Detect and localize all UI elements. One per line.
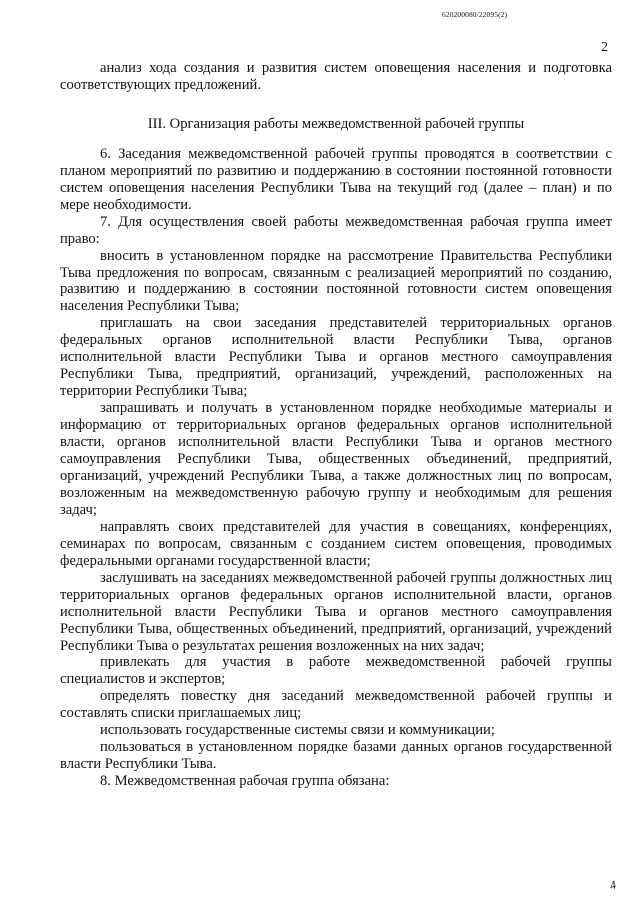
right-item-use-communications: использовать государственные системы связи и коммуникации; bbox=[100, 722, 495, 739]
right-item-involve-experts: привлекать для участия в работе межведомственной рабочей группы специалистов и экспертов; bbox=[60, 654, 612, 688]
document-number: 620200080/22095(2) bbox=[442, 10, 508, 19]
right-item-send-representatives: направлять своих представителей для участия в совещаниях, конференциях, семинарах по вопросам, связанным с созданием систем оповещения, проводимых федеральными органами государственной власти; bbox=[60, 518, 612, 569]
paragraph-item-6: 6. Заседания межведомственной рабочей группы проводятся в соответствии с планом мероприятий по развитию и поддержанию в состоянии постоянной готовности систем оповещения населения Республики Тыва на текущий год (далее – план) и по мере необходимости. bbox=[60, 145, 612, 213]
right-item-set-agenda: определять повестку дня заседаний межведомственной рабочей группы и составлять списки приглашаемых лиц; bbox=[60, 688, 612, 722]
paragraph-item-7: 7. Для осуществления своей работы межведомственная рабочая группа имеет право: bbox=[60, 213, 612, 247]
right-item-hear-officials: заслушивать на заседаниях межведомственной рабочей группы должностных лиц территориальных органов федеральных органов исполнительной власти, органов исполнительной власти Республики Тыва и органов местного самоуправления Республики Тыва, общественных объединений, предприятий, организаций, учреждений Республики Тыва о результатах решения возложенных на них задач; bbox=[60, 569, 612, 654]
right-item-request-materials: запрашивать и получать в установленном порядке необходимые материалы и информацию от территориальных органов федеральных органов исполнительной власти, органов исполнительной власти Республики Тыва и органов местного самоуправления Республики Тыва, общественных объединений, предприятий, организаций, учреждений Республики Тыва, а также должностных лиц по вопросам, возложенным на межведомственную рабочую группу и необходимым для решения задач; bbox=[60, 400, 612, 518]
right-item-submit-proposals: вносить в установленном порядке на рассмотрение Правительства Республики Тыва предложения по вопросам, связанным с реализацией мероприятий по созданию, развитию и поддержанию в состоянии постоянной готовности систем оповещения населения Республики Тыва; bbox=[60, 247, 612, 315]
document-body bbox=[60, 60, 612, 790]
page-number: 2 bbox=[601, 40, 608, 55]
paragraph-continuation: анализ хода создания и развития систем оповещения населения и подготовка соответствующих предложений. bbox=[60, 60, 612, 93]
section-heading: III. Организация работы межведомственной рабочей группы bbox=[147, 115, 525, 132]
right-item-invite-representatives: приглашать на свои заседания представителей территориальных органов федеральных органов исполнительной власти Республики Тыва, органов исполнительной власти Республики Тыва и органов местного самоуправления Республики Тыва, предприятий, организаций, учреждений, расположенных на территории Республики Тыва; bbox=[60, 315, 612, 400]
right-item-use-databases: пользоваться в установленном порядке базами данных органов государственной власти Республики Тыва. bbox=[60, 739, 612, 773]
handwritten-corner-mark: 4 bbox=[608, 877, 618, 893]
paragraph-item-8: 8. Межведомственная рабочая группа обязана: bbox=[100, 773, 390, 790]
